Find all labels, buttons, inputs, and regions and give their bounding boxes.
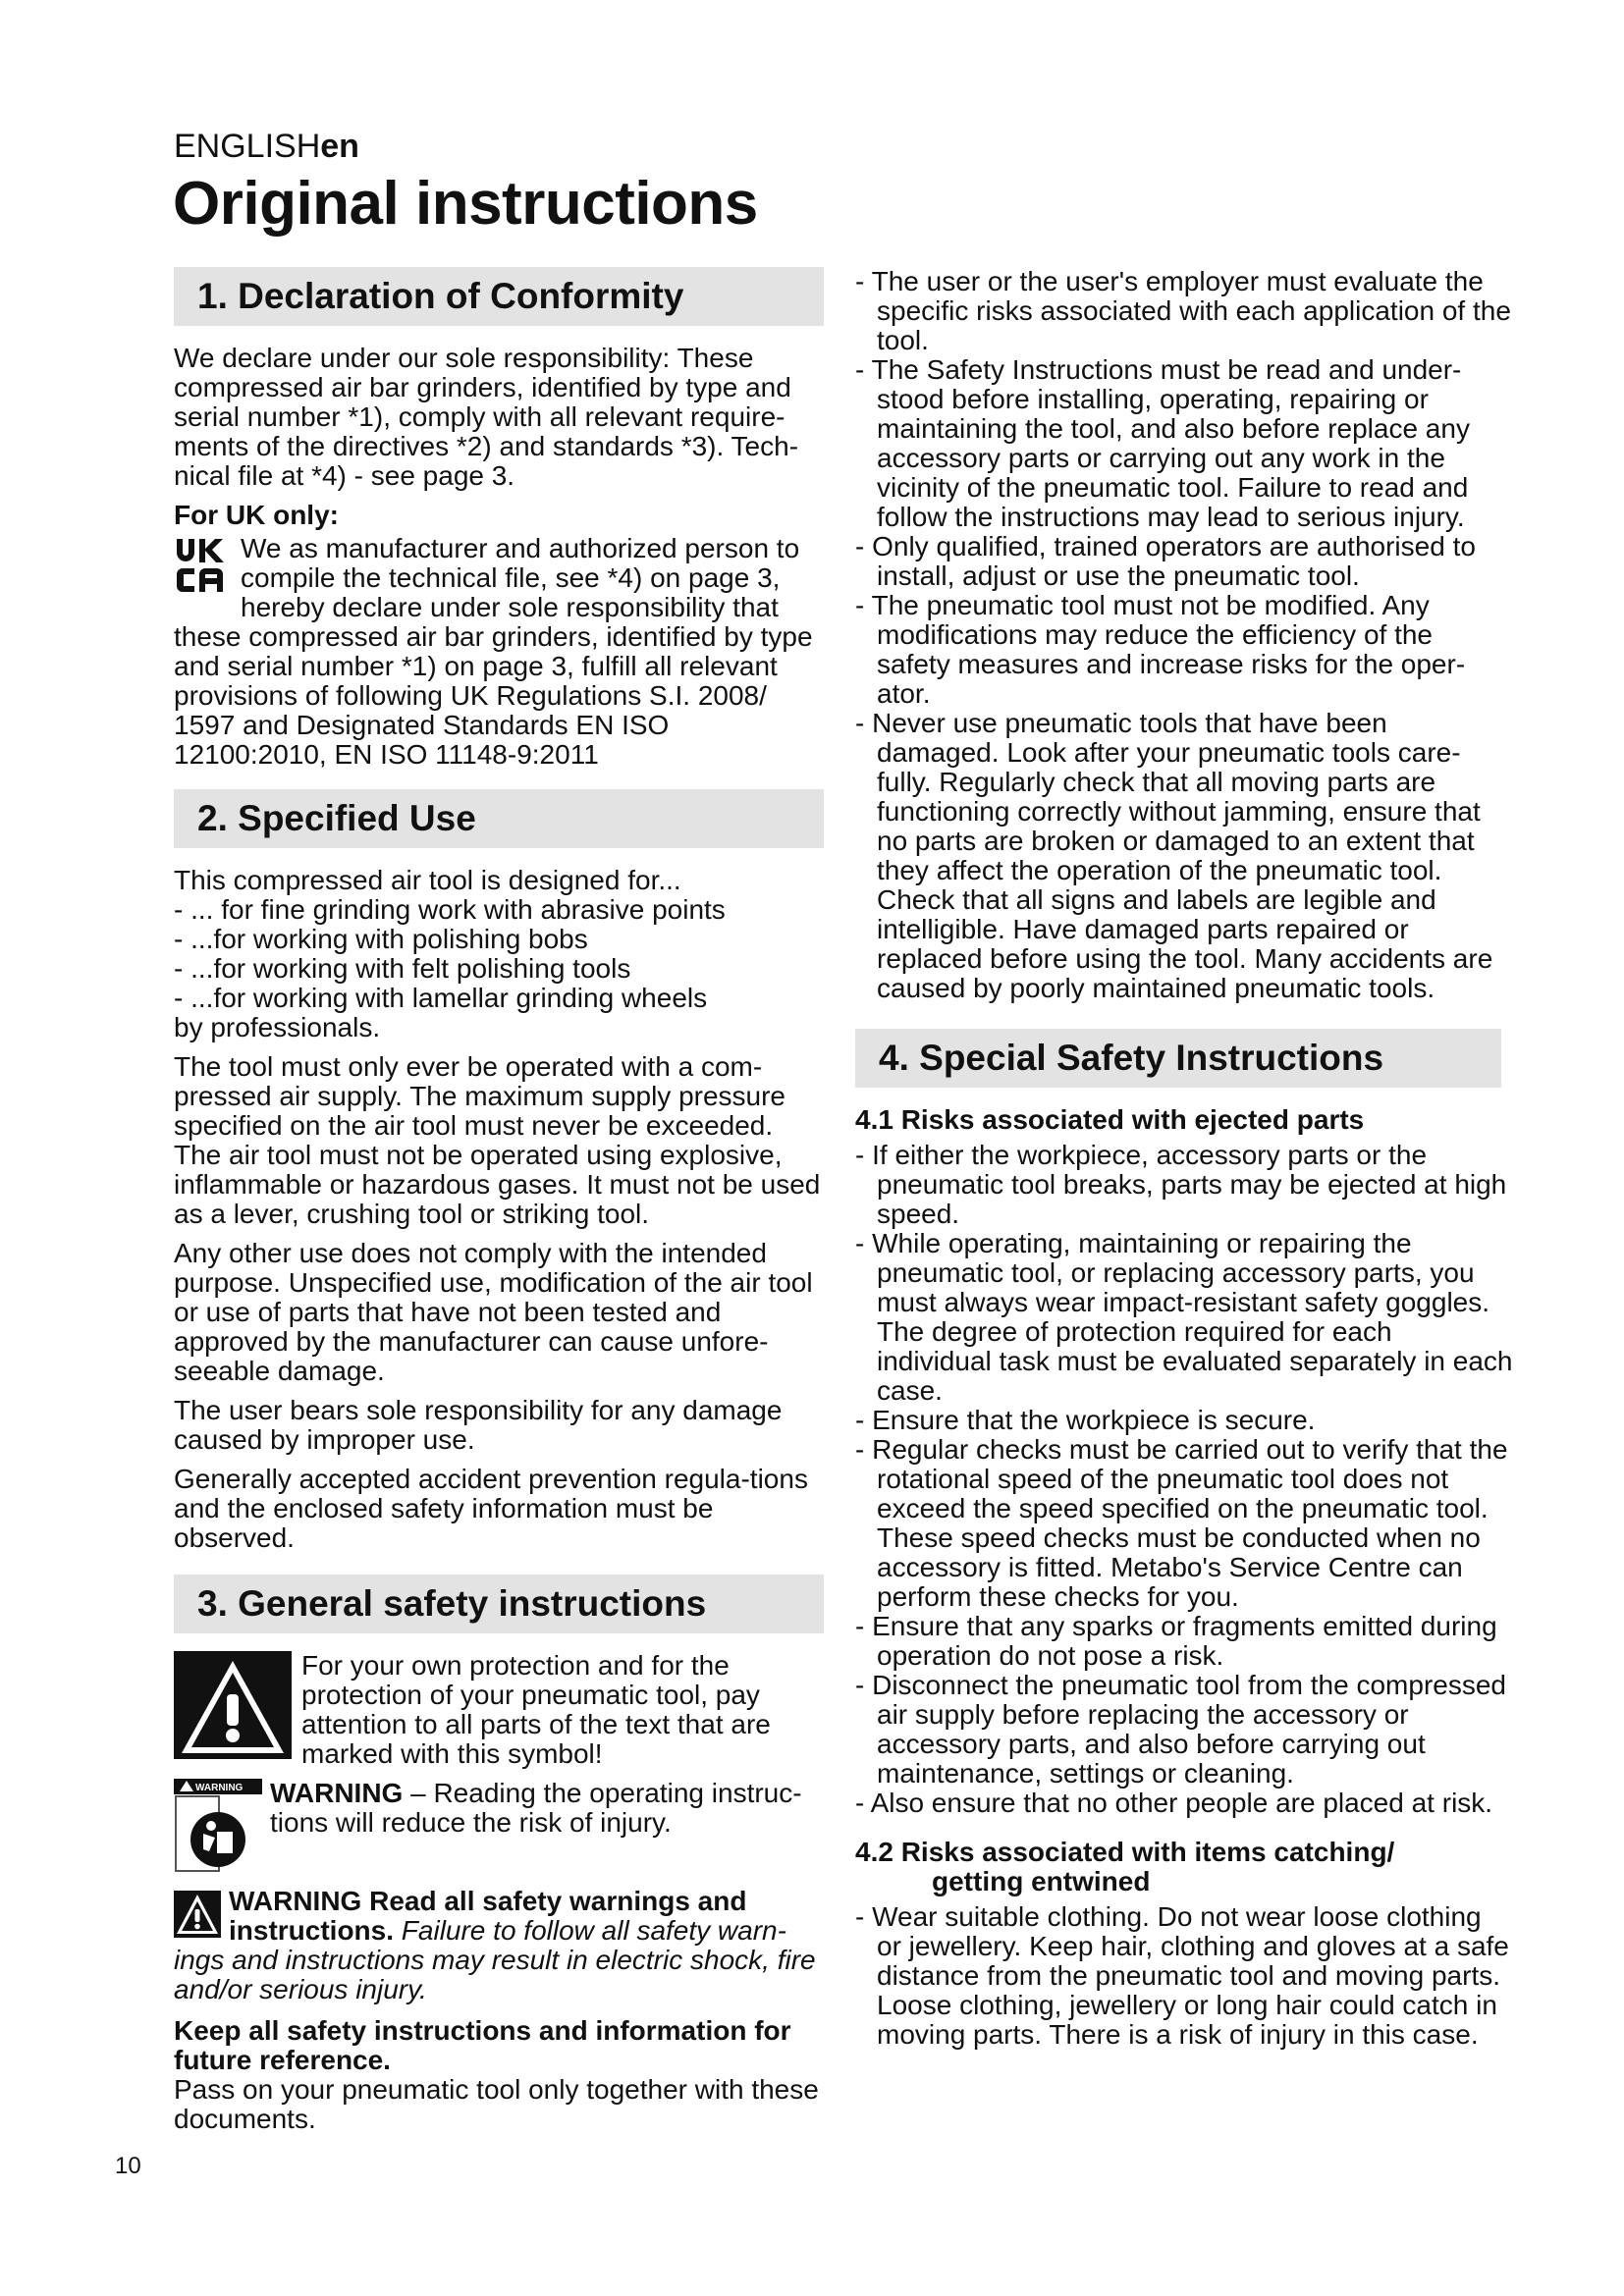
list-item: - Ensure that the workpiece is secure. [855, 1406, 1513, 1435]
symbol-notice-text: For your own protection and for the protection of your pneumatic tool, pay attention to all parts of the text that are marked with this symbol! [301, 1650, 771, 1769]
general-safety-list [855, 267, 1513, 1003]
left-column [174, 267, 824, 2144]
list-item: - While operating, maintaining or repairing the pneumatic tool, or replacing accessory parts, you must always wear impact-resistant safety goggles. The degree of protection required for each individual task must be evaluated separately in each case. [855, 1229, 1513, 1406]
list-item: - If either the workpiece, accessory parts or the pneumatic tool breaks, parts may be ejected at high speed. [855, 1141, 1513, 1229]
warning-text: – Reading the operating instruc-tions will reduce the risk of injury. [270, 1778, 802, 1838]
uk-declaration [174, 534, 824, 770]
list-item: - Only qualified, trained operators are authorised to install, adjust or use the pneumatic tool. [855, 532, 1513, 591]
section-1-heading: 1. Declaration of Conformity [174, 267, 824, 326]
read-all-warnings [174, 1887, 824, 2004]
declaration-paragraph: We declare under our sole responsibility: These compressed air bar grinders, identified by type and serial number *1), comply with all relevant require-ments of the directives *2) and standards *3). Tech-nical file at *4) - see page 3. [174, 343, 799, 491]
warning-label: WARNING [270, 1778, 404, 1808]
section-4-heading: 4. Special Safety Instructions [855, 1029, 1501, 1088]
list-item: - Regular checks must be carried out to verify that the rotational speed of the pneumatic tool does not exceed the speed specified on the pneumatic tool. These speed checks must be conducted when no accessory is fitted. Metabo's Service Centre can perform these checks for you. [855, 1435, 1513, 1612]
accident-prevention-paragraph: Generally accepted accident prevention regula-tions and the enclosed safety information must be observed. [174, 1464, 808, 1553]
language-name: ENGLISH [174, 128, 321, 165]
unspecified-use-paragraph: Any other use does not comply with the intended purpose. Unspecified use, modification of the air tool or use of parts that have not been tested and approved by the manufacturer can cause unfore-seeable damage. [174, 1238, 813, 1386]
page-number: 10 [115, 2153, 141, 2179]
list-item: - The user or the user's employer must evaluate the specific risks associated with each application of the tool. [855, 267, 1513, 355]
read-all-bold: WARNING Read all safety warnings and instructions. [229, 1886, 747, 1946]
warning-triangle-icon [174, 1651, 292, 1759]
list-item: - Also ensure that no other people are placed at risk. [855, 1789, 1513, 1818]
by-professionals: by professionals. [174, 1012, 381, 1042]
read-manual-text [270, 1779, 824, 1838]
list-item: - Disconnect the pneumatic tool from the compressed air supply before replacing the accessory or accessory parts, and also before carrying out maintenance, settings or cleaning. [855, 1671, 1513, 1789]
list-item: - The pneumatic tool must not be modified. Any modifications may reduce the efficiency of the safety measures and increase risks for the oper-ator. [855, 591, 1513, 709]
subsection-4-1-heading: 4.1 Risks associated with ejected parts [855, 1104, 1365, 1135]
keep-instructions-heading: Keep all safety instructions and information for future reference. [174, 2015, 791, 2075]
warning-badge-text: WARNING [195, 1783, 244, 1793]
list-item: - Ensure that any sparks or fragments emitted during operation do not pose a risk. [855, 1612, 1513, 1671]
list-item: - Wear suitable clothing. Do not wear loose clothing or jewellery. Keep hair, clothing and gloves at a safe distance from the pneumatic tool and moving parts. Loose clothing, jewellery or long hair could catch in moving parts. There is a risk of injury in this case. [855, 1902, 1513, 2050]
uk-only-heading: For UK only: [174, 500, 339, 530]
right-column [855, 267, 1513, 2059]
section-2-heading: 2. Specified Use [174, 789, 824, 848]
compressed-air-paragraph: The tool must only ever be operated with a com-pressed air supply. The maximum supply pressure specified on the air tool must never be exceeded. The air tool must not be operated using explosive, inflammable or hazardous gases. It must not be used as a lever, crushing tool or striking tool. [174, 1051, 821, 1229]
specified-use-list [174, 895, 824, 1013]
entwined-list [855, 1902, 1513, 2050]
list-item: - ...for working with felt polishing tools [174, 954, 824, 984]
ukca-mark-icon [174, 536, 235, 597]
subsection-4-2-line2: getting entwined [932, 1866, 1151, 1896]
ejected-parts-list [855, 1141, 1513, 1818]
responsibility-paragraph: The user bears sole responsibility for any damage caused by improper use. [174, 1395, 783, 1455]
list-item: - Never use pneumatic tools that have been damaged. Look after your pneumatic tools care-fully. Regularly check that all moving parts are functioning correctly without jamming, ensure that no parts are broken or damaged to an extent that they affect the operation of the pneumatic tool. Check that all signs and labels are legible and intelligible. Have damaged parts repaired or replaced before using the tool. Many accidents are caused by poorly maintained pneumatic tools. [855, 709, 1513, 1003]
read-manual-warning [174, 1779, 824, 1873]
warning-triangle-small-icon [174, 1891, 221, 1938]
list-item: - ... for fine grinding work with abrasive points [174, 895, 824, 925]
page-title: Original instructions [173, 170, 758, 238]
subsection-4-2-line1: 4.2 Risks associated with items catching/ [855, 1837, 1395, 1867]
uk-declaration-text: We as manufacturer and authorized person to compile the technical file, see *4) on page 3, hereby declare under sole responsibility that these compressed air bar grinders, identified by type and serial number *1) on page 3, fulfill all relevant provisions of following UK Regulations S.I. 2008/ 1597 and Designated Standards EN ISO 12100:2010, EN ISO 11148-9:2011 [174, 533, 813, 770]
language-label [174, 128, 359, 166]
subsection-4-2-heading [855, 1838, 1513, 1896]
read-manual-icon [174, 1779, 262, 1873]
section-3-heading: 3. General safety instructions [174, 1575, 824, 1633]
specified-use-intro: This compressed air tool is designed for... [174, 865, 681, 895]
language-code: en [320, 128, 359, 165]
symbol-notice [174, 1651, 824, 1769]
keep-instructions-text: Pass on your pneumatic tool only together with these documents. [174, 2074, 819, 2134]
read-all-italic: Failure to follow all safety warn-ings and instructions may result in electric shock, fire and/or serious injury. [174, 1915, 816, 2004]
list-item: - ...for working with polishing bobs [174, 925, 824, 954]
list-item: - ...for working with lamellar grinding wheels [174, 984, 824, 1013]
list-item: - The Safety Instructions must be read and under-stood before installing, operating, repairing or maintaining the tool, and also before replace any accessory parts or carrying out any work in the vicinity of the pneumatic tool. Failure to read and follow the instructions may lead to serious injury. [855, 355, 1513, 532]
